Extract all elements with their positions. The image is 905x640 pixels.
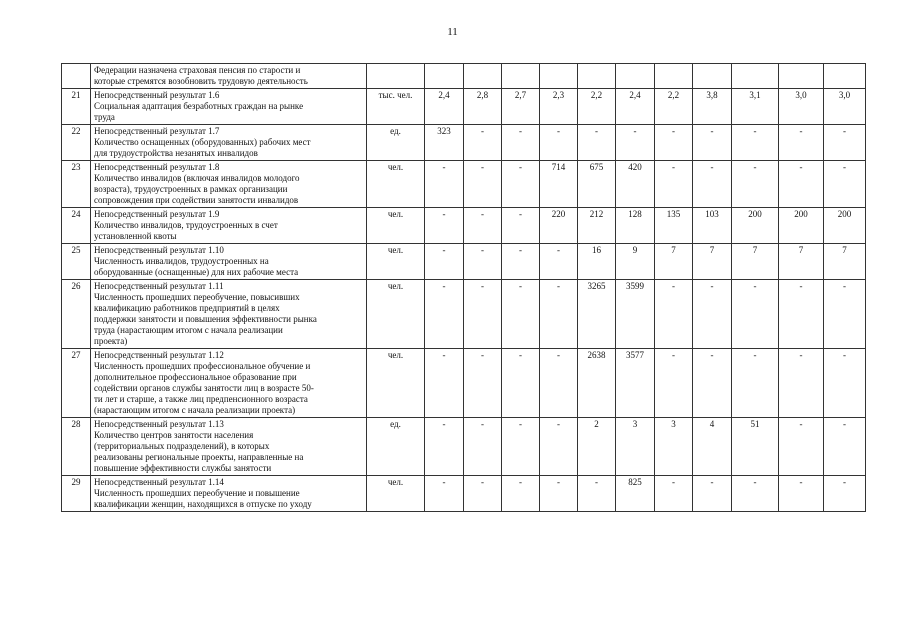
row-number: 24 (62, 208, 91, 244)
value-cell: - (578, 476, 616, 512)
value-cell: 16 (578, 244, 616, 280)
value-cell (824, 64, 866, 89)
value-cell: - (425, 244, 464, 280)
value-cell: 3265 (578, 280, 616, 349)
value-cell: 200 (732, 208, 779, 244)
value-cell: - (732, 476, 779, 512)
description-line: сопровождения при содействии занятости инвалидов (94, 195, 299, 205)
description-line: Численность инвалидов, трудоустроенных на (94, 256, 269, 266)
value-cell (425, 64, 464, 89)
value-cell: 7 (732, 244, 779, 280)
description-line: Количество центров занятости населения (94, 430, 254, 440)
table-row (62, 161, 866, 208)
table-row (62, 476, 866, 512)
row-unit: чел. (367, 349, 425, 418)
value-cell: - (732, 280, 779, 349)
description-line: Непосредственный результат 1.7 (94, 126, 220, 136)
row-number: 27 (62, 349, 91, 418)
value-cell: 2,7 (502, 89, 540, 125)
value-cell: - (502, 244, 540, 280)
row-unit: чел. (367, 208, 425, 244)
value-cell: 212 (578, 208, 616, 244)
value-cell: - (464, 349, 502, 418)
description-line: Непосредственный результат 1.10 (94, 245, 224, 255)
description-line: Количество оснащенных (оборудованных) рабочих мест (94, 137, 311, 147)
description-line: труда (нарастающим итогом с начала реализации (94, 325, 283, 335)
value-cell: 2,2 (578, 89, 616, 125)
value-cell (502, 64, 540, 89)
value-cell: 3,1 (732, 89, 779, 125)
description-line: Непосредственный результат 1.9 (94, 209, 220, 219)
value-cell: - (616, 125, 655, 161)
row-description (91, 280, 367, 349)
value-cell: 2,4 (425, 89, 464, 125)
value-cell: - (779, 418, 824, 476)
row-number: 21 (62, 89, 91, 125)
value-cell: - (540, 418, 578, 476)
value-cell: - (779, 349, 824, 418)
value-cell: - (464, 244, 502, 280)
description-line: Количество инвалидов, трудоустроенных в счет (94, 220, 278, 230)
value-cell: - (824, 476, 866, 512)
row-number: 25 (62, 244, 91, 280)
value-cell: - (824, 125, 866, 161)
value-cell: - (732, 161, 779, 208)
row-number (62, 64, 91, 89)
value-cell: - (425, 161, 464, 208)
value-cell: - (464, 125, 502, 161)
row-description (91, 64, 367, 89)
row-unit: чел. (367, 280, 425, 349)
value-cell: 2,3 (540, 89, 578, 125)
value-cell: - (502, 476, 540, 512)
value-cell: - (693, 161, 732, 208)
description-line: повышение эффективности службы занятости (94, 463, 272, 473)
value-cell: 200 (779, 208, 824, 244)
description-line: оборудованные (оснащенные) для них рабочие места (94, 267, 299, 277)
value-cell: 675 (578, 161, 616, 208)
value-cell: - (655, 476, 693, 512)
value-cell: - (540, 125, 578, 161)
description-line: содействии органов службы занятости лиц в возрасте 50- (94, 383, 314, 393)
value-cell (578, 64, 616, 89)
description-line: для трудоустройства незанятых инвалидов (94, 148, 258, 158)
description-line: Количество инвалидов (включая инвалидов молодого (94, 173, 300, 183)
value-cell: - (502, 349, 540, 418)
value-cell: 2,4 (616, 89, 655, 125)
row-unit: тыс. чел. (367, 89, 425, 125)
value-cell: - (779, 125, 824, 161)
value-cell (655, 64, 693, 89)
value-cell: - (655, 349, 693, 418)
row-description (91, 476, 367, 512)
value-cell (732, 64, 779, 89)
value-cell: 200 (824, 208, 866, 244)
description-line: (территориальных подразделений), в которых (94, 441, 270, 451)
value-cell: - (425, 349, 464, 418)
value-cell: - (732, 349, 779, 418)
row-unit: ед. (367, 125, 425, 161)
value-cell: - (655, 280, 693, 349)
value-cell: - (693, 125, 732, 161)
table-row (62, 208, 866, 244)
value-cell (464, 64, 502, 89)
value-cell: 825 (616, 476, 655, 512)
description-line: Численность прошедших переобучение и повышение (94, 488, 300, 498)
value-cell: 714 (540, 161, 578, 208)
value-cell: - (693, 476, 732, 512)
value-cell: 9 (616, 244, 655, 280)
value-cell: - (464, 208, 502, 244)
value-cell: 3,8 (693, 89, 732, 125)
row-description (91, 349, 367, 418)
value-cell: - (425, 418, 464, 476)
description-line: возраста), трудоустроенных в рамках организации (94, 184, 288, 194)
row-description (91, 208, 367, 244)
value-cell: - (732, 125, 779, 161)
value-cell: 420 (616, 161, 655, 208)
value-cell: - (655, 125, 693, 161)
description-line: (нарастающим итогом с начала реализации проекта) (94, 405, 296, 415)
value-cell: 4 (693, 418, 732, 476)
description-line: Непосредственный результат 1.11 (94, 281, 224, 291)
row-description (91, 89, 367, 125)
value-cell (693, 64, 732, 89)
description-line: квалификации женщин, находящихся в отпуске по уходу (94, 499, 312, 509)
value-cell: - (502, 125, 540, 161)
value-cell: 51 (732, 418, 779, 476)
value-cell: - (540, 244, 578, 280)
description-line: дополнительное профессиональное образование при (94, 372, 297, 382)
row-unit: ед. (367, 418, 425, 476)
value-cell: - (502, 208, 540, 244)
value-cell: - (464, 161, 502, 208)
value-cell: - (464, 418, 502, 476)
value-cell: 2 (578, 418, 616, 476)
value-cell: 323 (425, 125, 464, 161)
row-number: 22 (62, 125, 91, 161)
row-description (91, 418, 367, 476)
value-cell (616, 64, 655, 89)
table-row (62, 349, 866, 418)
row-unit: чел. (367, 161, 425, 208)
page-number: 11 (447, 26, 458, 38)
row-number: 26 (62, 280, 91, 349)
table-row (62, 64, 866, 89)
value-cell: - (779, 280, 824, 349)
value-cell (540, 64, 578, 89)
value-cell: 3577 (616, 349, 655, 418)
value-cell: - (425, 208, 464, 244)
table-row (62, 280, 866, 349)
value-cell (779, 64, 824, 89)
value-cell: 7 (779, 244, 824, 280)
value-cell: - (464, 476, 502, 512)
row-unit: чел. (367, 244, 425, 280)
value-cell: 7 (693, 244, 732, 280)
value-cell: - (540, 476, 578, 512)
value-cell: - (425, 280, 464, 349)
description-line: Федерации назначена страховая пенсия по старости и (94, 65, 301, 75)
description-line: реализованы региональные проекты, направленные на (94, 452, 304, 462)
value-cell: 103 (693, 208, 732, 244)
value-cell: - (693, 280, 732, 349)
value-cell: - (693, 349, 732, 418)
description-line: Непосредственный результат 1.6 (94, 90, 220, 100)
row-description (91, 244, 367, 280)
description-line: которые стремятся возобновить трудовую деятельность (94, 76, 308, 86)
value-cell: 3 (616, 418, 655, 476)
description-line: Численность прошедших профессиональное обучение и (94, 361, 311, 371)
description-line: Социальная адаптация безработных граждан на рынке (94, 101, 304, 111)
value-cell: - (578, 125, 616, 161)
value-cell: 2,8 (464, 89, 502, 125)
value-cell: 128 (616, 208, 655, 244)
description-line: Непосредственный результат 1.8 (94, 162, 220, 172)
description-line: поддержки занятости и повышения эффективности рынка (94, 314, 317, 324)
row-description (91, 125, 367, 161)
value-cell: 7 (655, 244, 693, 280)
table-row (62, 418, 866, 476)
value-cell: 2,2 (655, 89, 693, 125)
table-body (62, 64, 866, 512)
value-cell: 7 (824, 244, 866, 280)
value-cell: - (824, 280, 866, 349)
value-cell: - (464, 280, 502, 349)
indicators-table (61, 63, 866, 512)
value-cell: - (655, 161, 693, 208)
row-description (91, 161, 367, 208)
description-line: проекта) (94, 336, 128, 346)
value-cell: - (540, 280, 578, 349)
value-cell: 2638 (578, 349, 616, 418)
row-number: 28 (62, 418, 91, 476)
description-line: Непосредственный результат 1.14 (94, 477, 224, 487)
description-line: ти лет и старше, а также лиц предпенсионного возраста (94, 394, 308, 404)
row-number: 29 (62, 476, 91, 512)
row-number: 23 (62, 161, 91, 208)
table-row (62, 125, 866, 161)
row-unit: чел. (367, 476, 425, 512)
row-unit (367, 64, 425, 89)
table-row (62, 89, 866, 125)
value-cell: - (425, 476, 464, 512)
table-row (62, 244, 866, 280)
value-cell: 3599 (616, 280, 655, 349)
value-cell: - (502, 161, 540, 208)
description-line: установленной квоты (94, 231, 177, 241)
value-cell: - (779, 476, 824, 512)
description-line: Непосредственный результат 1.12 (94, 350, 224, 360)
description-line: квалификацию работников предприятий в целях (94, 303, 280, 313)
value-cell: 135 (655, 208, 693, 244)
value-cell: 3,0 (779, 89, 824, 125)
value-cell: - (502, 418, 540, 476)
value-cell: - (502, 280, 540, 349)
description-line: Численность прошедших переобучение, повысивших (94, 292, 300, 302)
value-cell: 3,0 (824, 89, 866, 125)
description-line: Непосредственный результат 1.13 (94, 419, 224, 429)
value-cell: 3 (655, 418, 693, 476)
value-cell: - (824, 349, 866, 418)
value-cell: 220 (540, 208, 578, 244)
value-cell: - (540, 349, 578, 418)
value-cell: - (824, 161, 866, 208)
value-cell: - (824, 418, 866, 476)
description-line: труда (94, 112, 115, 122)
value-cell: - (779, 161, 824, 208)
